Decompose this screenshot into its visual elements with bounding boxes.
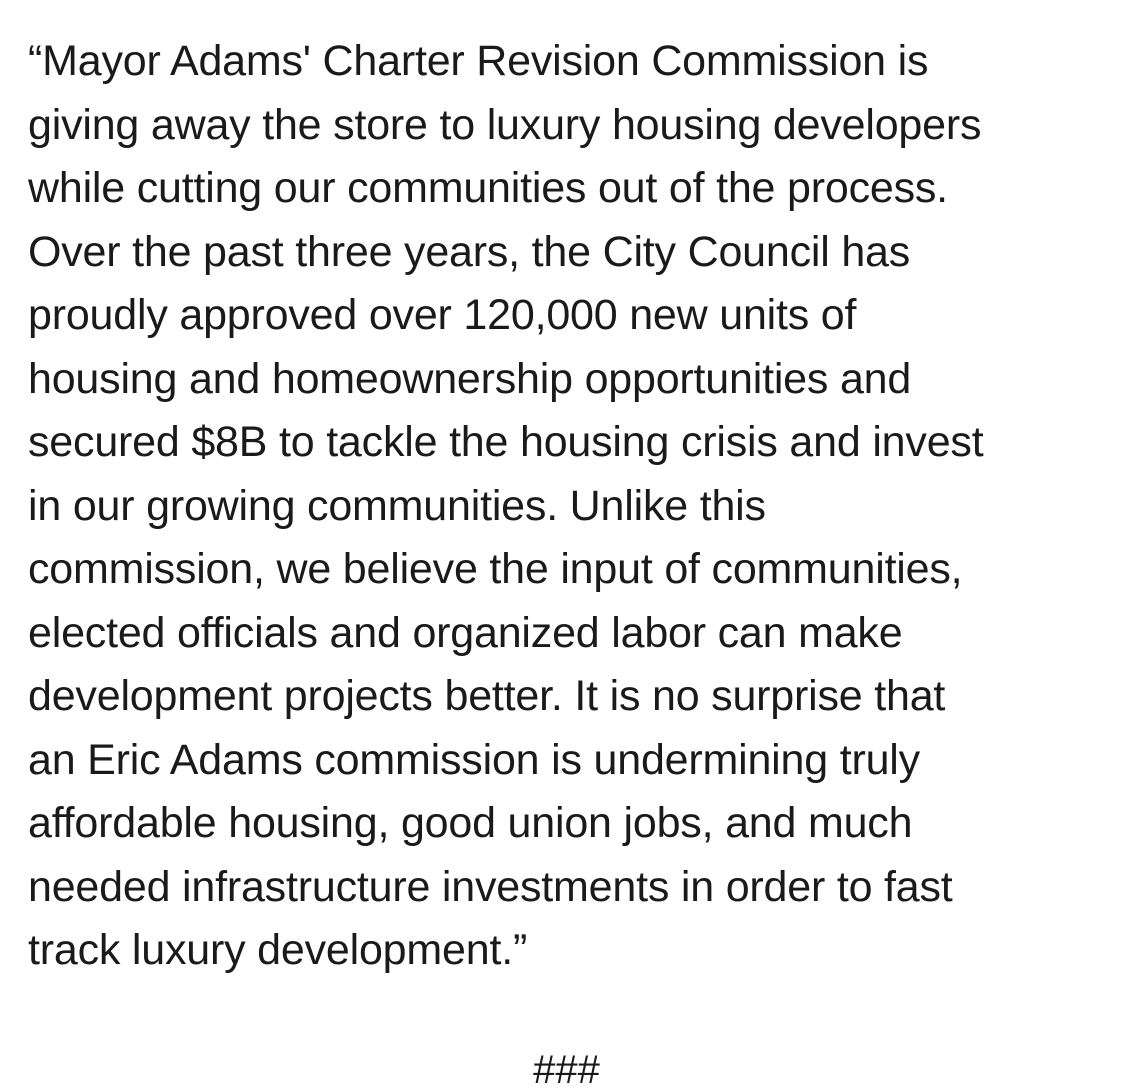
statement-quote: [28, 30, 1123, 983]
end-of-release-mark: ###: [533, 1048, 600, 1091]
statement-line-6: housing and homeownership opportunities and: [28, 354, 912, 403]
statement-line-9: commission, we believe the input of communities,: [28, 545, 963, 593]
statement-line-8: in our growing communities. Unlike this: [28, 481, 766, 530]
statement-line-13: affordable housing, good union jobs, and much: [28, 799, 913, 847]
statement-line-2: giving away the store to luxury housing developers: [28, 100, 982, 149]
statement-line-12: an Eric Adams commission is undermining truly: [28, 735, 920, 784]
statement-line-11: development projects better. It is no surprise that: [28, 672, 946, 720]
statement-line-15: track luxury development.”: [28, 926, 528, 974]
statement-line-10: elected officials and organized labor can make: [28, 608, 903, 657]
statement-line-7: secured $8B to tackle the housing crisis and invest: [28, 418, 984, 466]
statement-line-4: Over the past three years, the City Council has: [28, 227, 911, 276]
statement-line-14: needed infrastructure investments in order to fast: [28, 862, 953, 911]
statement-line-5: proudly approved over 120,000 new units of: [28, 291, 857, 339]
statement-line-1: “Mayor Adams' Charter Revision Commission is: [28, 37, 929, 85]
statement-line-3: while cutting our communities out of the process.: [28, 164, 948, 212]
